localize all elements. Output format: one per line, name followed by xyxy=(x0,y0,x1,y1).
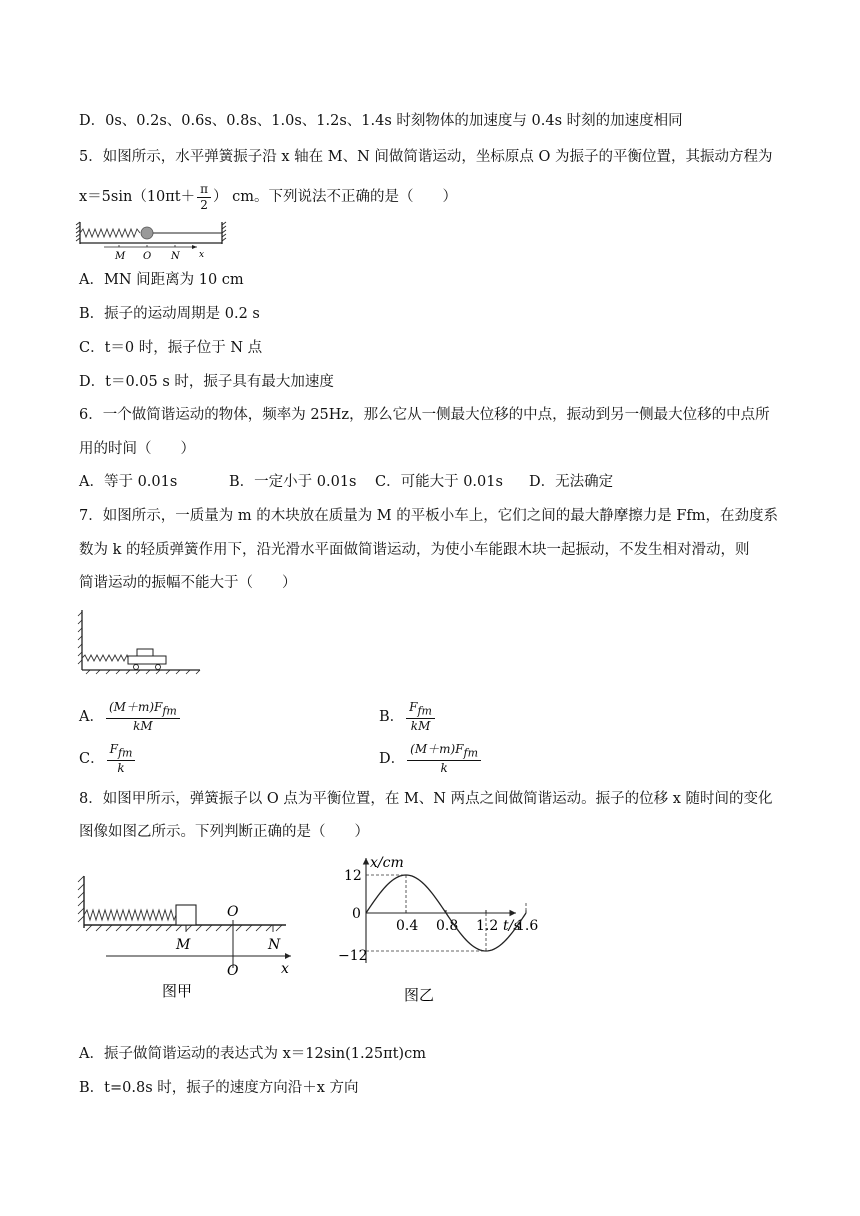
chart-x-tick-label: 0.4 xyxy=(396,918,419,934)
q7-option-c-label: C． xyxy=(79,751,105,768)
q5-fig-label-o: O xyxy=(143,251,152,262)
chart-x-tick-label: 0.8 xyxy=(436,918,459,934)
q8-stem-line2: 图像如图乙所示。下列判断正确的是（ ） xyxy=(79,824,369,840)
chart-y-label-text: x/cm xyxy=(370,855,404,871)
q8-fig1-label-o-top: O xyxy=(227,904,239,920)
q8-fig1-label-n: N xyxy=(268,937,281,953)
q7-option-d xyxy=(379,742,483,776)
q7-option-a-fraction xyxy=(106,700,180,734)
q7-option-b xyxy=(379,700,437,734)
q5-eq-suffix: ） cm。下列说法不正确的是（ ） xyxy=(213,189,458,205)
q7-stem-line1: 7．如图所示，一质量为 m 的木块放在质量为 M 的平板小车上，它们之间的最大静摩擦力是 Ffm，在劲度系 xyxy=(79,508,779,524)
q8-fig2-caption: 图乙 xyxy=(404,986,435,1004)
q7-option-d-label: D． xyxy=(379,751,406,768)
q7-option-c xyxy=(79,742,137,776)
q5-eq-den: 2 xyxy=(200,197,208,212)
chart-y-tick-bottom: −12 xyxy=(338,948,368,964)
q8-stem-line1: 8．如图甲所示，弹簧振子以 O 点为平衡位置，在 M、N 两点之间做简谐运动。振子的位移 x 随时间的变化 xyxy=(79,791,773,807)
q7-c-num-text: F xyxy=(109,742,118,756)
q5-option-a: A．MN 间距离为 10 cm xyxy=(79,272,244,288)
q5-fig-label-m: M xyxy=(115,251,126,262)
q6-option-b: B．一定小于 0.01s xyxy=(229,474,357,490)
chart-x-tick-label: 1.6 xyxy=(516,918,539,934)
q5-eq-num: π xyxy=(197,182,211,198)
q7-d-sub: fm xyxy=(463,746,479,760)
q8-option-b: B．t=0.8s 时，振子的速度方向沿＋x 方向 xyxy=(79,1080,359,1096)
q7-a-sub: fm xyxy=(162,704,177,718)
q6-option-d: D．无法确定 xyxy=(529,474,614,490)
q8-fig1-label-m: M xyxy=(176,937,191,953)
q7-b-sub: fm xyxy=(417,704,432,718)
q5-option-b: B．振子的运动周期是 0.2 s xyxy=(79,306,260,322)
q5-option-c: C．t＝0 时，振子位于 N 点 xyxy=(79,340,263,356)
q5-equation xyxy=(79,180,457,214)
q5-stem-line1: 5．如图所示，水平弹簧振子沿 x 轴在 M、N 间做简谐运动，坐标原点 O 为振子的平衡位置，其振动方程为 xyxy=(79,149,773,165)
q7-option-a-label: A． xyxy=(79,709,104,726)
q7-option-b-label: B． xyxy=(379,709,405,726)
q7-option-c-fraction xyxy=(107,742,136,776)
q8-figure-yi-chart xyxy=(330,850,539,1005)
q7-stem-line2: 数为 k 的轻质弹簧作用下，沿光滑水平面做简谐运动，为使小车能跟木块一起振动，不发生相对滑动，则 xyxy=(79,542,750,558)
q8-figure-jia xyxy=(76,870,316,1005)
q7-b-num xyxy=(406,700,435,719)
q7-option-a xyxy=(79,700,182,734)
q6-stem-line2: 用的时间（ ） xyxy=(79,441,195,457)
chart-y-label xyxy=(370,855,404,871)
q7-option-d-fraction xyxy=(407,742,481,776)
q6-stem-line1: 6．一个做简谐运动的物体，频率为 25Hz，那么它从一侧最大位移的中点，振动到另一侧最大位移的中点所 xyxy=(79,407,770,423)
q7-a-den: kM xyxy=(133,719,153,734)
q8-option-a: A．振子做简谐运动的表达式为 x＝12sin(1.25πt)cm xyxy=(79,1046,426,1062)
q7-d-den: k xyxy=(440,761,448,776)
q7-c-den: k xyxy=(117,761,125,776)
q8-fig1-label-o-bottom: O xyxy=(227,963,239,979)
q7-d-num-text: (M＋m)F xyxy=(410,742,464,756)
q8-fig1-caption: 图甲 xyxy=(162,982,193,1000)
q7-stem-line3: 简谐运动的振幅不能大于（ ） xyxy=(79,575,297,591)
q5-option-d: D．t＝0.05 s 时，振子具有最大加速度 xyxy=(79,374,334,390)
q7-figure-spring-cart xyxy=(76,608,206,680)
q5-fig-label-n: N xyxy=(171,251,180,262)
q7-a-num xyxy=(106,700,180,719)
q5-eq-fraction xyxy=(197,182,211,213)
q6-option-c: C．可能大于 0.01s xyxy=(375,474,503,490)
q4-option-d: D．0s、0.2s、0.6s、0.8s、1.0s、1.2s、1.4s 时刻物体的加速度与 0.4s 时刻的加速度相同 xyxy=(79,113,683,129)
q7-c-sub: fm xyxy=(117,746,133,760)
chart-y-tick-zero: 0 xyxy=(352,906,361,922)
q5-fig-label-x: x xyxy=(199,250,205,260)
q7-a-num-text: (M＋m)F xyxy=(108,700,163,714)
q7-b-num-text: F xyxy=(409,700,418,714)
q7-c-num xyxy=(107,742,136,761)
q7-d-num xyxy=(407,742,481,761)
q5-eq-prefix: x＝5sin（10πt＋ xyxy=(79,189,196,205)
q7-option-b-fraction xyxy=(406,700,435,734)
q6-option-a: A．等于 0.01s xyxy=(79,474,178,490)
chart-x-label: t/s xyxy=(503,918,521,934)
q7-b-den: kM xyxy=(410,719,431,734)
chart-x-tick-label: 1.2 xyxy=(476,918,499,934)
chart-y-tick-top: 12 xyxy=(344,868,362,884)
q5-figure-spring-oscillator xyxy=(74,218,234,264)
q8-fig1-label-x: x xyxy=(281,961,289,977)
